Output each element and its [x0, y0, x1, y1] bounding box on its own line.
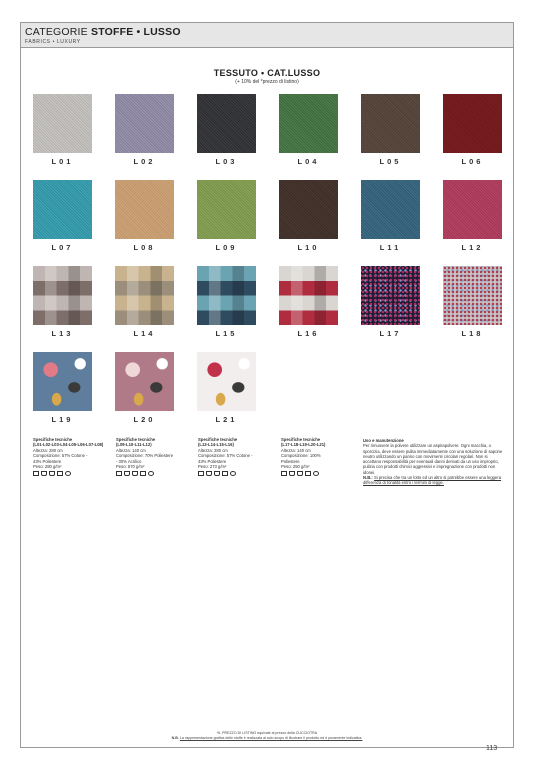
spec-l1: Altezza: 140 cm: [116, 447, 146, 453]
swatch-l19: [33, 352, 92, 411]
swatch-code: L03: [215, 157, 238, 166]
section-title: TESSUTO • CAT.LUSSO: [213, 68, 321, 78]
spec-l4: Peso: 670 g/m²: [116, 464, 145, 470]
spec-block: [116, 437, 194, 476]
page-number: 113: [486, 745, 498, 752]
spec-l3: 43% Poliestere: [33, 458, 62, 464]
swatch-code: L13: [51, 329, 74, 338]
swatch-l15: [197, 266, 256, 325]
swatch-code: L01: [51, 157, 74, 166]
swatch-code: L20: [133, 415, 156, 424]
care-symbol-icon: [289, 471, 295, 476]
swatch-l18: [443, 266, 502, 325]
swatch-code: L09: [215, 243, 238, 252]
spec-codes: (L17-L18-L19-L20-L21): [281, 442, 326, 448]
care-symbol-icon: [57, 471, 63, 476]
swatch-l14: [115, 266, 174, 325]
swatch-code: L04: [297, 157, 320, 166]
section-subtitle: (+ 10% del *prezzo di listino): [235, 79, 299, 85]
swatch-l07: [33, 180, 92, 239]
care-symbol-icon: [230, 471, 236, 476]
spec-title: Specifiche tecniche: [198, 437, 238, 442]
swatch-l09: [197, 180, 256, 239]
spec-l1: Altezza: 280 cm: [33, 447, 63, 453]
swatch-code: L08: [133, 243, 156, 252]
swatch-code: L16: [297, 329, 320, 338]
care-symbol-icon: [214, 471, 220, 476]
swatch-code: L10: [297, 243, 320, 252]
spec-l4: Peso: 280 g/m²: [33, 464, 62, 470]
care-symbol-icon: [222, 471, 228, 476]
spec-block: [198, 437, 276, 476]
spec-l4: Peso: 250 g/m²: [281, 464, 310, 470]
footer-note: [0, 731, 534, 740]
spec-l2: Composizione: 57% Cotone -: [198, 453, 253, 459]
spec-codes: (L13-L14-L15-L16): [198, 442, 234, 448]
spec-l3: - 30% Acrilico: [116, 458, 142, 464]
care-symbol-icon: [140, 471, 146, 476]
swatch-l12: [443, 180, 502, 239]
care-symbol-icon: [33, 471, 39, 476]
spec-codes: (L09-L10-L11-L12): [116, 442, 152, 448]
care-symbol-icon: [198, 471, 204, 476]
care-symbol-icon: [206, 471, 212, 476]
footer-line-1: *IL PREZZO DI LISTINO equivale al prezzo della CUCCIOTRA: [216, 731, 318, 735]
swatch-l10: [279, 180, 338, 239]
care-symbol-icon: [148, 471, 154, 476]
swatch-l20: [115, 352, 174, 411]
footer-line-2: N.B. La rappresentazione grafica delle stoffe è realizzata al solo scopo di illustrare il prodotto ed è puramente indicativa.: [171, 735, 363, 740]
swatch-l03: [197, 94, 256, 153]
swatch-l02: [115, 94, 174, 153]
swatch-code: L02: [133, 157, 156, 166]
spec-l3: 43% Poliestere: [198, 458, 227, 464]
swatch-code: L14: [133, 329, 156, 338]
swatch-l01: [33, 94, 92, 153]
spec-block: [281, 437, 359, 476]
swatch-code: L12: [461, 243, 484, 252]
care-symbol-icon: [132, 471, 138, 476]
swatch-code: L07: [51, 243, 74, 252]
spec-l2: Composizione: 100%: [281, 453, 321, 459]
swatch-l21: [197, 352, 256, 411]
care-symbol-icon: [65, 471, 71, 476]
spec-block: [33, 437, 111, 476]
care-note: N.B.: Si precisa che tra un lotto ed un altro si potrebbe essere una leggera differenza di tonalità entro i termini di legge.: [363, 475, 502, 486]
page-title: CATEGORIE STOFFE • LUSSO: [25, 26, 181, 38]
swatch-l08: [115, 180, 174, 239]
care-title: Uso e manutenzione: [363, 438, 404, 443]
spec-codes: (L01-L02-L03-L04-L05-L06-L07-L08): [33, 442, 104, 448]
page-header: [20, 22, 514, 48]
spec-l2: Composizione: 57% Cotone -: [33, 453, 88, 459]
swatch-l06: [443, 94, 502, 153]
care-body: Per rimuovere la polvere utilizzare un aspirapolvere. Ogni macchia, o sporcizia, deve essere pulita immediatamente con una soluzione di sapone neutro utilizzando un panno con movimenti circolari regolari. Non si accettano responsabilità per eventuali danni derivati da un uso improprio, pulizia con prodotti chimici aggressivi e impregnazione con prodotti non idonei.: [363, 443, 503, 475]
care-instructions: [363, 438, 503, 486]
swatch-code: L18: [461, 329, 484, 338]
swatch-code: L06: [461, 157, 484, 166]
swatch-l05: [361, 94, 420, 153]
care-symbol-icon: [281, 471, 287, 476]
care-symbol-icon: [305, 471, 311, 476]
care-symbol-icon: [297, 471, 303, 476]
spec-l3: Poliestere: [281, 458, 300, 464]
spec-l2: Composizione: 70% Poliestere: [116, 453, 174, 459]
swatch-code: L19: [51, 415, 74, 424]
care-symbols: [116, 471, 194, 476]
spec-title: Specifiche tecniche: [116, 437, 156, 442]
care-symbol-icon: [41, 471, 47, 476]
swatch-code: L17: [379, 329, 402, 338]
care-symbols: [33, 471, 111, 476]
spec-title: Specifiche tecniche: [33, 437, 73, 442]
swatch-l04: [279, 94, 338, 153]
care-symbol-icon: [49, 471, 55, 476]
swatch-code: L21: [215, 415, 238, 424]
care-symbol-icon: [124, 471, 130, 476]
spec-l4: Peso: 273 g/m²: [198, 464, 227, 470]
swatch-l17: [361, 266, 420, 325]
page-frame: [20, 22, 514, 748]
swatch-code: L05: [379, 157, 402, 166]
spec-l1: Altezza: 140 cm: [281, 447, 311, 453]
care-symbol-icon: [313, 471, 319, 476]
care-symbol-icon: [116, 471, 122, 476]
swatch-code: L11: [379, 243, 402, 252]
swatch-l11: [361, 180, 420, 239]
swatch-l13: [33, 266, 92, 325]
care-symbols: [281, 471, 359, 476]
swatch-l16: [279, 266, 338, 325]
swatch-code: L15: [215, 329, 238, 338]
page-subtitle: FABRICS • LUXURY: [25, 39, 81, 45]
spec-title: Specifiche tecniche: [281, 437, 321, 442]
care-symbols: [198, 471, 276, 476]
spec-l1: Altezza: 280 cm: [198, 447, 228, 453]
